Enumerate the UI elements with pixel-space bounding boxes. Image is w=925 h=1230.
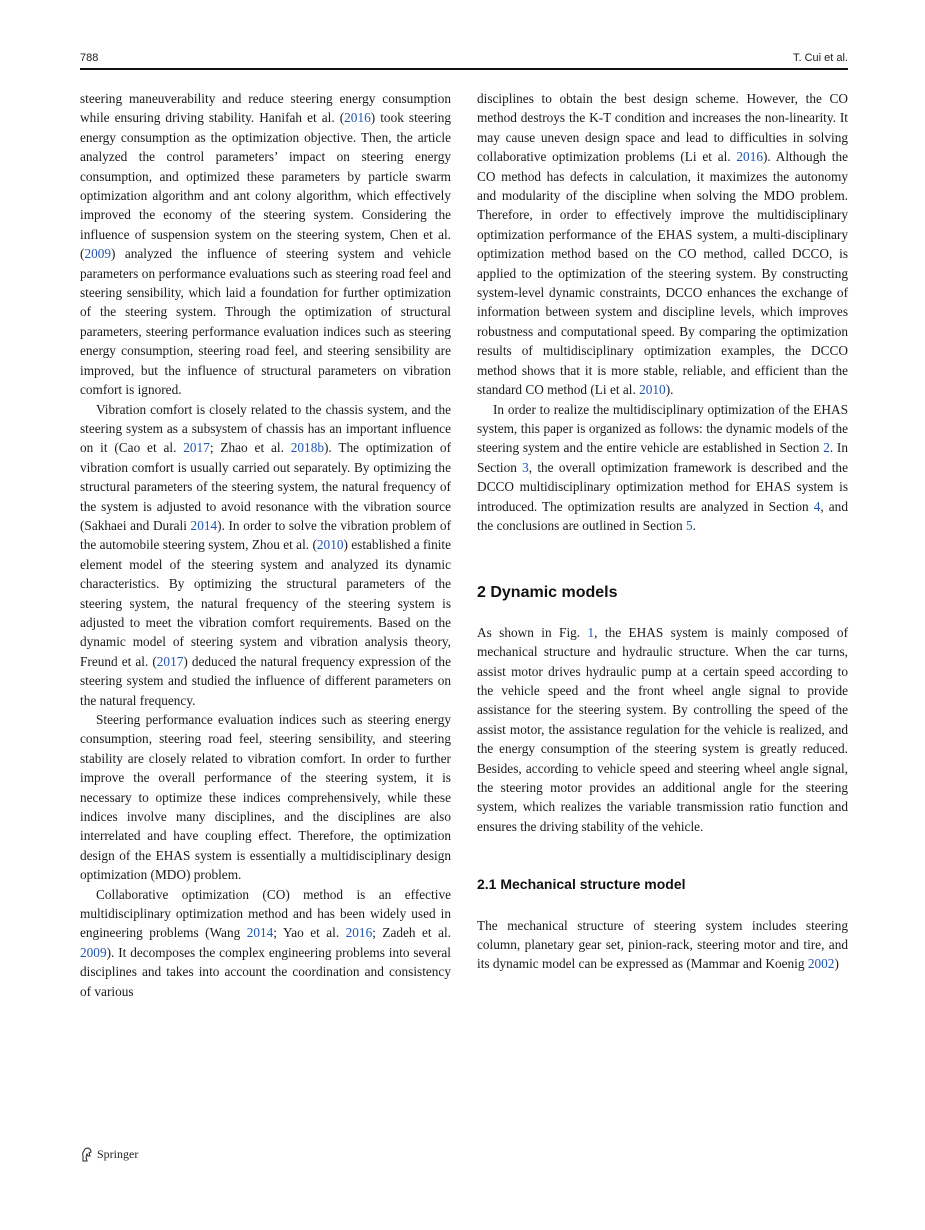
paragraph: steering maneuverability and reduce steering energy consumption while ensuring driving stability. Hanifah et al. (2016) took steering energy consumption as the optimization objective. Then, the article analyzed the control parameters’ impact on steering energy consumption, and optimized these parameters by particle swarm optimization algorithm and ant colony algorithm, which effectively improved the economy of the steering system. Considering the influence of suspension system on the steering system, Chen et al. (2009) analyzed the influence of steering system and vehicle parameters on performance evaluations such as steering road feel and steering sensibility, which laid a foundation for further optimization of the steering system. Through the optimization of structural parameters, steering performance evaluation indices such as steering energy consumption, steering road feel, and steering sensibility are improved, but the influence of structural parameters on vibration comfort is ignored.: [80, 91, 452, 398]
citation-link[interactable]: 2018b: [290, 440, 324, 456]
publisher-name: Springer: [97, 1146, 139, 1161]
paragraph: The mechanical structure of steering system includes steering column, planetary gear set, pinion-rack, steering motor and tire, and its dynamic model can be expressed as (Mammar and Koenig 2002): [477, 917, 848, 972]
citation-link[interactable]: 2009: [84, 246, 112, 262]
section-link[interactable]: 4: [813, 498, 821, 514]
footer: [80, 1145, 138, 1163]
right-column: [477, 89, 848, 974]
paragraph: disciplines to obtain the best design scheme. However, the CO method destroys the K-T condition and increases the non-linearity. It may cause uneven design space and lead to difficulties in solving collaborative optimization problems (Li et al. 2016). Although the CO method has defects in calculation, it maximizes the autonomy and modularity of the discipline when solving the MDO problem. Therefore, in order to effectively improve the multidisciplinary optimization performance of the EHAS system, a multi-disciplinary optimization method based on the CO method, called DCCO, is applied to the optimization of the steering system. By constructing system-level dynamic constraints, DCCO enhances the exchange of information between system and discipline levels, which improves robustness and computational speed. By comparing the optimization results of multidisciplinary optimization examples, the DCCO method shows that it is more stable, reliable, and efficient than the standard CO method (Li et al. 2010).: [477, 91, 848, 398]
running-authors: T. Cui et al.: [792, 52, 848, 64]
citation-link[interactable]: 2010: [316, 537, 344, 553]
citation-link[interactable]: 2016: [344, 110, 371, 126]
paragraph: Vibration comfort is closely related to the chassis system, and the steering system as a subsystem of chassis has an important influence on it (Cao et al. 2017; Zhao et al. 2018b). The optimization of vibration comfort is usually carried out separately. By optimizing the structural parameters of the steering system, the natural frequency of the system is adjusted to avoid resonance with the vibration source (Sakhaei and Durali 2014). In order to solve the vibration problem of the automobile steering system, Zhou et al. (2010) established a finite element model of the steering system and analyzed its dynamic characteristics. By optimizing the structural parameters of the steering system, the natural frequency of the steering system is adjusted to meet the vibration comfort requirements. Based on the dynamic model of steering system and vibration analysis theory, Freund et al. (2017) deduced the natural frequency expression of the steering system and studied the influence of different parameters on the natural frequency.: [80, 401, 452, 708]
running-header: [80, 50, 848, 70]
citation-link[interactable]: 2016: [736, 149, 763, 165]
section-link[interactable]: 3: [522, 459, 529, 475]
paragraph: As shown in Fig. 1, the EHAS system is mainly composed of mechanical structure and hydraulic structure. When the car turns, assist motor drives hydraulic pump at a certain speed according to the vehicle speed and the front wheel angle signal to provide assistance for the steering system. By controlling the speed of the assist motor, the assistance regulation for the vehicle is realized, and the energy consumption of the steering system is greatly reduced. Besides, according to vehicle speed and steering wheel angle signal, the steering motor provides an additional angle for the steering system, which realizes the variable transmission ratio function and ensures the driving stability of the vehicle.: [477, 624, 848, 834]
section-heading: 2 Dynamic models: [477, 584, 618, 602]
paragraph: In order to realize the multidisciplinary optimization of the EHAS system, this paper is organized as follows: the dynamic models of the steering system and the entire vehicle are established in Section 2. In Section 3, the overall optimization framework is described and the DCCO multidisciplinary optimization method for EHAS system is introduced. The optimization results are analyzed in Section 4, and the conclusions are outlined in Section 5.: [477, 401, 848, 533]
section-link[interactable]: 2: [823, 440, 830, 456]
header-rule: [80, 68, 848, 70]
citation-link[interactable]: 2017: [156, 653, 184, 669]
citation-link[interactable]: 2010: [639, 382, 666, 398]
citation-link[interactable]: 2014: [190, 517, 218, 533]
page-number: 788: [80, 52, 99, 64]
citation-link[interactable]: 2002: [807, 956, 835, 972]
citation-link[interactable]: 2014: [246, 925, 274, 941]
citation-link[interactable]: 2016: [345, 925, 373, 941]
paragraph: Collaborative optimization (CO) method is an effective multidisciplinary optimization method and has been widely used in engineering problems (Wang 2014; Yao et al. 2016; Zadeh et al. 2009). It decomposes the complex engineering problems into several disciplines and takes into account the coordination and consistency of various: [80, 886, 451, 999]
left-column: [80, 89, 451, 1001]
figure-link[interactable]: 1: [587, 624, 595, 640]
section-link[interactable]: 5: [686, 517, 693, 533]
springer-horse-icon: [80, 1147, 93, 1162]
citation-link[interactable]: 2017: [183, 440, 210, 456]
citation-link[interactable]: 2009: [80, 944, 107, 960]
paragraph: Steering performance evaluation indices such as steering energy consumption, steering road feel, steering sensibility, and steering stability are closely related to vibration comfort. In order to further improve the overall performance of the steering system, it is necessary to optimize these indices comprehensively, while these indices involve many disciplines, and the disciplines are also interrelated and have coupling effect. Therefore, the optimization design of the EHAS system is essentially a multidisciplinary design optimization (MDO) problem.: [80, 712, 451, 883]
subsection-heading: 2.1 Mechanical structure model: [477, 876, 686, 893]
